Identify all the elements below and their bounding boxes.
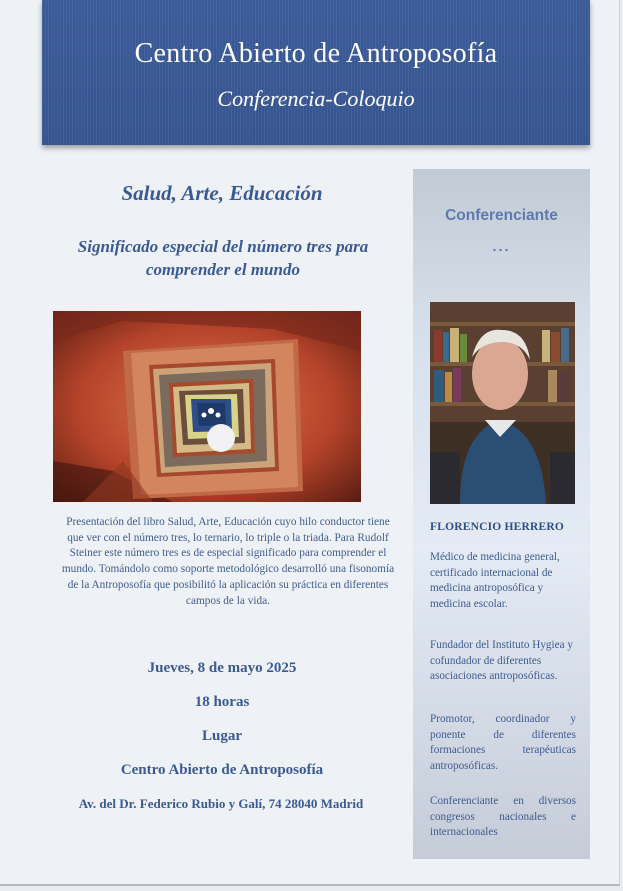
speaker-bio-2: Fundador del Instituto Hygiea y cofundador de diferentes asociaciones antroposóficas. [430,639,573,683]
event-time: 18 horas [194,694,250,710]
book-description: Presentación del libro Salud, Arte, Educación cuyo hilo conductor tiene que ver con el número tres, lo ternario, lo triple o la triada. Para Rudolf Steiner este número tres es de especial significado para comprender el mundo. Tomándolo como soporte metodológico desarrolló una fisonomía de la Antroposofía que posibilitó la aplicación su práctica en diferentes campos de la vida. [61,516,395,607]
topic-subtitle: Significado especial del número tres para comprender el mundo [77,237,369,279]
speaker-label: Conferenciante [445,207,558,224]
speaker-portrait [430,302,575,504]
speaker-bio-1: Médico de medicina general, certificado internacional de medicina antroposófica y medicina escolar. [430,551,560,611]
venue-label: Lugar [201,728,242,744]
ellipsis-decoration: … [491,235,512,256]
topic-title: Salud, Arte, Educación [121,181,323,205]
speaker-sidebar [413,169,590,859]
venue-name: Centro Abierto de Antroposofía [120,762,324,778]
speaker-name: FLORENCIO HERRERO [430,521,565,533]
spiral-staircase-photo [53,311,361,502]
page-subtitle: Conferencia-Coloquio [217,86,415,111]
venue-address: Av. del Dr. Federico Rubio y Galí, 74 28040 Madrid [78,796,364,811]
header-banner [42,0,590,145]
speaker-bio-4: Conferenciante en diversos congresos nacionales e internacionales [430,795,576,839]
speaker-bio-3: Promotor, coordinador y ponente de diferentes formaciones terapéuticas antroposóficas. [430,713,576,773]
event-date: Jueves, 8 de mayo 2025 [147,660,297,676]
page-title: Centro Abierto de Antroposofía [134,38,498,69]
